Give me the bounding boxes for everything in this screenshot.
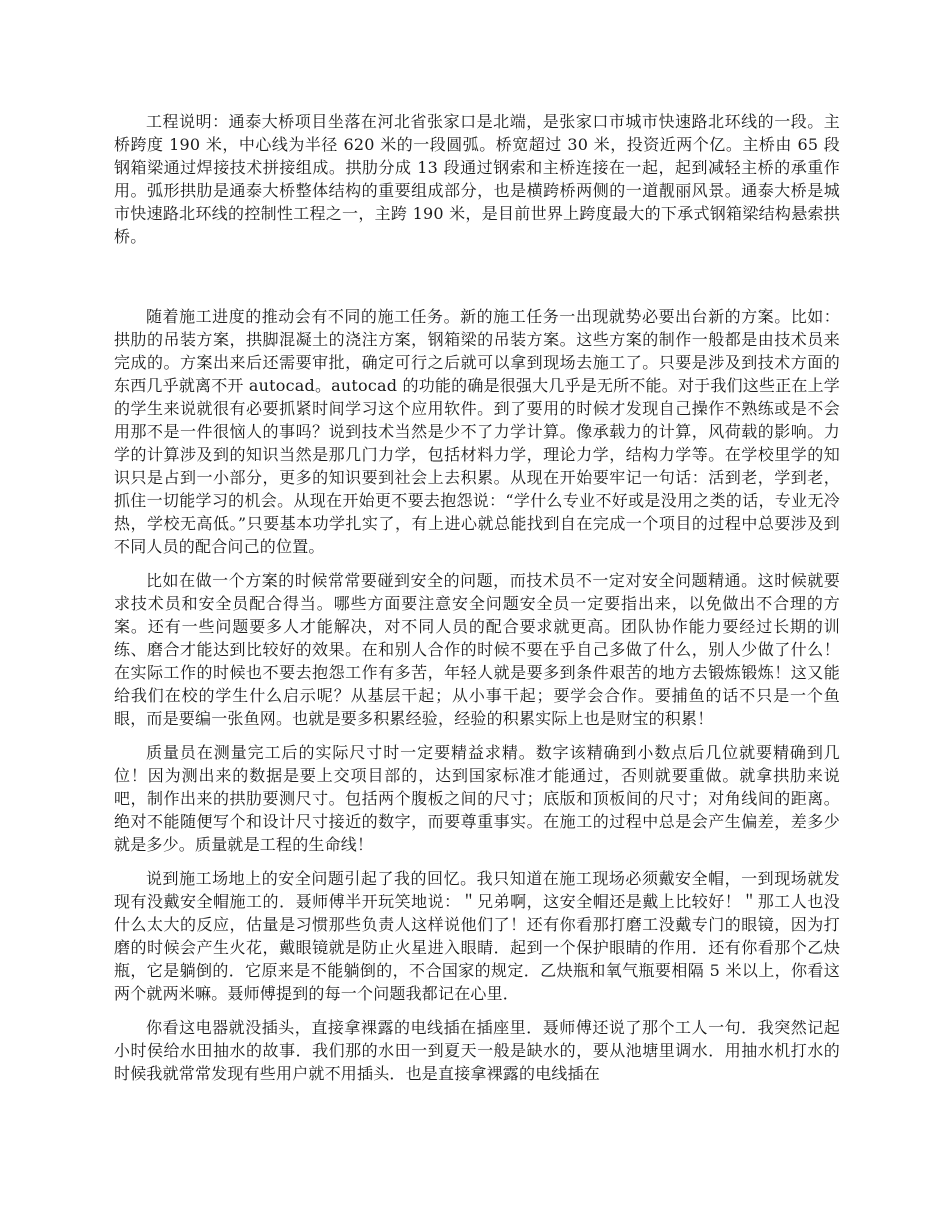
construction-tasks-paragraph: 随着施工进度的推动会有不同的施工任务。新的施工任务一出现就势必要出台新的方案。比如：拱肋的吊装方案，拱脚混凝土的浇注方案，钢箱梁的吊装方案。这些方案的制作一般都是由技术员来完成的。方案出来后还需要审批，确定可行之后就可以拿到现场去施工了。只要是涉及到技术方面的东西几乎就离不开 autocad。autocad 的功能的确是很强大几乎是无所不能。对于我们这些正在上学的学生来说就很有必要抓紧时间学习这个应用软件。到了要用的时候才发现自己操作不熟练或是不会用那不是一件很恼人的事吗？说到技术当然是少不了力学计算。像承载力的计算，风荷载的影响。力学的计算涉及到的知识当然是那几门力学，包括材料力学，理论力学，结构力学等。在学校里学的知识只是占到一小部分，更多的知识要到社会上去积累。从现在开始要牢记一句话：活到老，学到老，抓住一切能学习的机会。从现在开始更不要去抱怨说：“学什么专业不好或是没用之类的话，专业无冷热，学校无高低。”只要基本功学扎实了，有上进心就总能找到自在完成一个项目的过程中总要涉及到不同人员的配合问己的位置。 (114, 307, 840, 556)
quality-measurement-paragraph: 质量员在测量完工后的实际尺寸时一定要精益求精。数字该精确到小数点后几位就要精确到几位！因为测出来的数据是要上交项目部的，达到国家标准才能通过，否则就要重做。就拿拱肋来说吧，制作出来的拱肋要测尺寸。包括两个腹板之间的尺寸；底版和顶板间的尺寸；对角线间的距离。绝对不能随便写个和设计尺寸接近的数字，而要尊重事实。在施工的过程中总是会产生偏差，差多少就是多少。质量就是工程的生命线！ (114, 743, 840, 854)
site-safety-paragraph: 说到施工场地上的安全问题引起了我的回忆。我只知道在施工现场必须戴安全帽，一到现场就发现有没戴安全帽施工的．聂师傅半开玩笑地说：＂兄弟啊，这安全帽还是戴上比较好！＂那工人也没什么太大的反应，估量是习惯那些负责人这样说他们了！还有你看那打磨工没戴专门的眼镜，因为打磨的时候会产生火花，戴眼镜就是防止火星进入眼睛．起到一个保护眼睛的作用．还有你看那个乙炔瓶，它是躺倒的．它原来是不能躺倒的，不合国家的规定．乙炔瓶和氧气瓶要相隔 5 米以上，你看这两个就两米嘛。聂师傅提到的每一个问题我都记在心里． (114, 869, 840, 1003)
electrical-safety-paragraph: 你看这电器就没插头，直接拿裸露的电线插在插座里．聂师傅还说了那个工人一句．我突然记起小时侯给水田抽水的故事．我们那的水田一到夏天一般是缺水的，要从池塘里调水．用抽水机打水的时候我就常常发现有些用户就不用插头．也是直接拿裸露的电线插在 (114, 1018, 840, 1083)
safety-cooperation-paragraph: 比如在做一个方案的时候常常要碰到安全的问题，而技术员不一定对安全问题精通。这时候就要求技术员和安全员配合得当。哪些方面要注意安全问题安全员一定要指出来，以免做出不合理的方案。还有一些问题要多人才能解决，对不同人员的配合要求就更高。团队协作能力要经过长期的训练、磨合才能达到比较好的效果。在和别人合作的时候不要在乎自己多做了什么，别人少做了什么！在实际工作的时候也不要去抱怨工作有多苦，年轻人就是要多到条件艰苦的地方去锻炼锻炼！这又能给我们在校的学生什么启示呢？从基层干起；从小事干起；要学会合作。要捕鱼的话不只是一个鱼眼，而是要编一张鱼网。也就是要多积累经验，经验的积累实际上也是财宝的积累！ (114, 571, 840, 728)
document-page (114, 110, 840, 1096)
project-description-paragraph: 工程说明：通泰大桥项目坐落在河北省张家口是北端，是张家口市城市快速路北环线的一段。主桥跨度 190 米，中心线为半径 620 米的一段圆弧。桥宽超过 30 米，投资近两个亿。主桥由 65 段钢箱梁通过焊接技术拼接组成。拱肋分成 13 段通过钢索和主桥连接在一起，起到减轻主桥的承重作用。弧形拱肋是通泰大桥整体结构的重要组成部分，也是横跨桥两侧的一道靓丽风景。通泰大桥是城市快速路北环线的控制性工程之一，主跨 190 米，是目前世界上跨度最大的下承式钢箱梁结构悬索拱桥。 (114, 112, 840, 246)
